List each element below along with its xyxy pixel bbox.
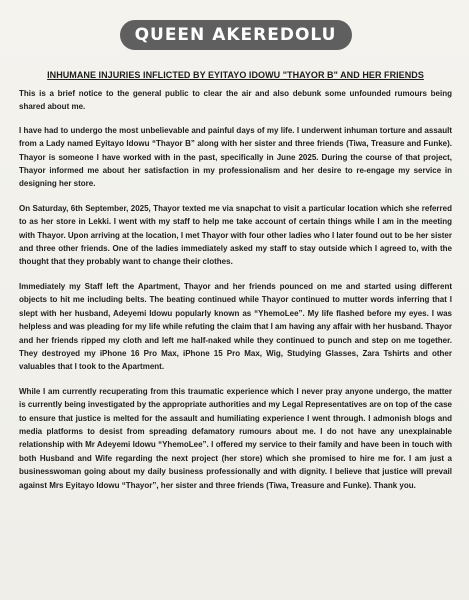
paragraph-incident-arrival: On Saturday, 6th September, 2025, Thayor texted me via snapchat to visit a particular location which she referred to as her store in Lekki. I went with my staff to help me take account of certain things while I am in the meeting with Thayor. Upon arriving at the location, I met Thayor with four other ladies who I later found out to be her sister and three other friends. One of the ladies immediately asked my staff to stay outside which I agreed to, with the thought that they probably want to change their clothes. — [19, 203, 452, 267]
title-banner: QUEEN AKEREDOLU — [120, 20, 352, 50]
statement-heading: INHUMANE INJURIES INFLICTED BY EYITAYO IDOWU "THAYOR B" AND HER FRIENDS — [47, 70, 424, 80]
paragraph-intro: This is a brief notice to the general public to clear the air and also debunk some unfounded rumours being shared about me. — [19, 89, 452, 112]
paragraph-background: I have had to undergo the most unbelievable and painful days of my life. I underwent inhuman torture and assault from a Lady named Eyitayo Idowu “Thayor B” along with her sister and three friends (Tiwa, Treasure and Funke). Thayor is someone I have worked with in the past, specifically in June 2025. During the course of that project, Thayor informed me about her satisfaction in my professionalism and her desire to re-engage my service in designing her store. — [19, 125, 452, 189]
paragraph-assault: Immediately my Staff left the Apartment, Thayor and her friends pounced on me and started using different objects to hit me including belts. The beating continued while Thayor continued to mutter words inferring that I slept with her husband, Adeyemi Idowu popularly known as “YhemoLee”. My life flashed before my eyes. I was helpless and was pleading for my life while refuting the claim that I am having any affair with her husband. Thayor and her friends ripped my cloth and left me half-naked while they continued to punch and step on me together. They destroyed my iPhone 16 Pro Max, iPhone 15 Pro Max, Wig, Studying Glasses, Zara Tshirts and other valuables that I took to the Apartment. — [19, 281, 452, 372]
paragraph-conclusion: While I am currently recuperating from this traumatic experience which I never pray anyone undergo, the matter is currently being investigated by the appropriate authorities and my Legal Representatives are on top of the case to ensure that justice is melted for the assault and humiliating experience I went through. I admonish blogs and media platforms to desist from spreading defamatory rumours about me. I do not have any unexplainable relationship with Mr Adeyemi Idowu “YhemoLee”. I offered my service to their family and have been in touch with both Husband and Wife regarding the next project (her store) which she promised to hire me for. I am just a businesswoman going about my daily business professionally and with dignity. I believe that justice will prevail against Mrs Eyitayo Idowu “Thayor”, her sister and three friends (Tiwa, Treasure and Funke). Thank you. — [19, 386, 452, 490]
